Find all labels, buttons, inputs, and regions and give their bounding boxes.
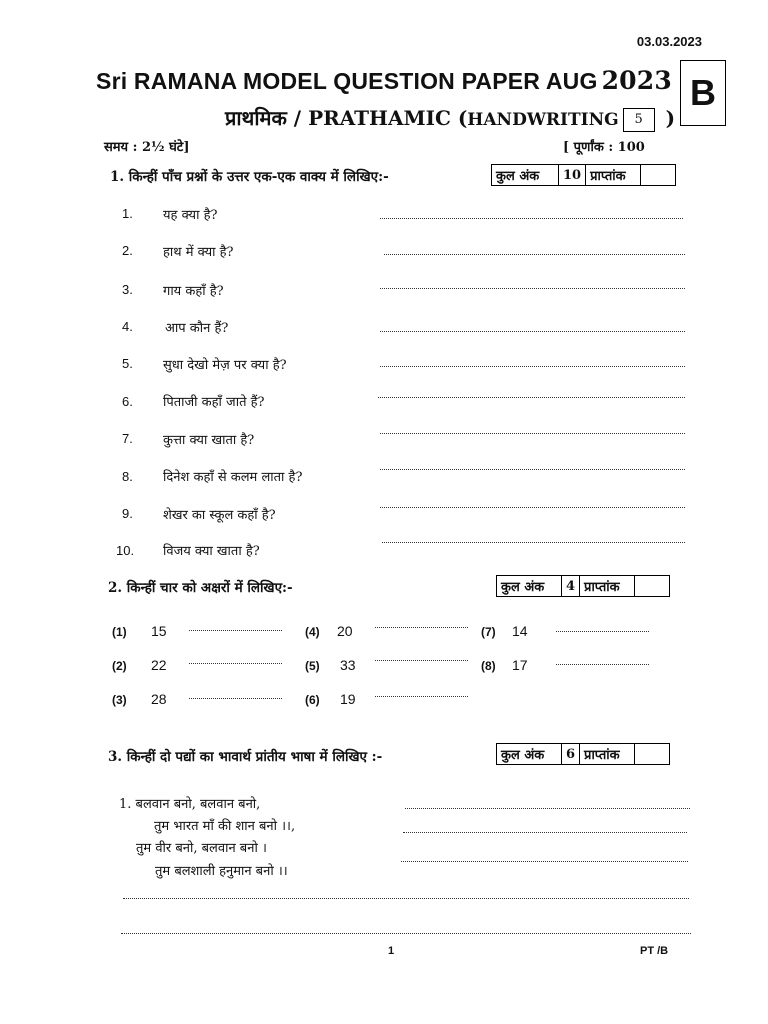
handwriting-label: HANDWRITING	[467, 110, 619, 130]
answer-line[interactable]	[382, 542, 685, 543]
answer-line[interactable]	[378, 397, 685, 398]
subtitle-close: )	[658, 106, 676, 130]
item-label: (3)	[112, 693, 127, 707]
answer-line[interactable]	[556, 664, 649, 665]
section1-marks-table	[491, 164, 676, 186]
question-text: शेखर का स्कूल कहाँ है?	[163, 508, 276, 523]
question-number: 2.	[122, 243, 133, 258]
answer-line[interactable]	[375, 660, 468, 661]
answer-line[interactable]	[384, 254, 685, 255]
handwriting-marks-box: 5	[623, 108, 655, 132]
page-number: 1	[388, 945, 395, 957]
answer-line[interactable]	[403, 832, 687, 833]
answer-line[interactable]	[405, 808, 690, 809]
date: 03.03.2023	[636, 34, 702, 49]
question-number: 6.	[122, 394, 133, 409]
question-text: गाय कहाँ है?	[163, 284, 224, 299]
item-label: (2)	[112, 659, 127, 673]
item-number: 17	[512, 657, 528, 673]
answer-line[interactable]	[375, 627, 468, 628]
obtained-marks-label: प्राप्तांक	[586, 165, 641, 186]
answer-line[interactable]	[189, 663, 282, 664]
title-year: 2023	[601, 66, 672, 95]
question-text: कुत्ता क्या खाता है?	[163, 433, 255, 448]
item-number: 19	[340, 691, 356, 707]
paper-subtitle	[225, 104, 675, 132]
item-label: (6)	[305, 693, 320, 707]
question-text: दिनेश कहाँ से कलम लाता है?	[163, 470, 303, 485]
answer-line[interactable]	[380, 433, 685, 434]
section1-heading: 1. किन्हीं पाँच प्रश्नों के उत्तर एक-एक वाक्य में लिखिए:-	[110, 169, 389, 185]
question-text: पिताजी कहाँ जाते हैं?	[163, 395, 265, 410]
total-marks-label: कुल अंक	[492, 165, 559, 186]
subtitle-hindi: प्राथमिक	[225, 106, 287, 130]
obtained-marks-cell[interactable]	[635, 744, 670, 765]
item-number: 14	[512, 623, 528, 639]
answer-line[interactable]	[556, 631, 649, 632]
item-label: (8)	[481, 659, 496, 673]
answer-line[interactable]	[380, 331, 685, 332]
question-number: 1.	[122, 206, 133, 221]
section3-total: 6	[562, 744, 580, 765]
poem-line: तुम बलशाली हनुमान बनो ।।	[155, 864, 288, 879]
answer-line[interactable]	[380, 469, 685, 470]
question-text: विजय क्या खाता है?	[163, 544, 260, 559]
item-label: (5)	[305, 659, 320, 673]
question-text: हाथ में क्या है?	[163, 245, 234, 260]
item-number: 33	[340, 657, 356, 673]
item-number: 28	[151, 691, 167, 707]
obtained-marks-cell[interactable]	[641, 165, 676, 186]
question-text: सुधा देखो मेज़ पर क्या है?	[163, 358, 287, 373]
answer-line[interactable]	[189, 698, 282, 699]
section2-heading: 2. किन्हीं चार को अक्षरों में लिखिए:-	[108, 580, 293, 596]
item-label: (4)	[305, 625, 320, 639]
section2-marks-table	[496, 575, 670, 597]
question-number: 4.	[122, 319, 133, 334]
paper-title	[0, 66, 768, 95]
item-label: (7)	[481, 625, 496, 639]
poem-line: 1. बलवान बनो, बलवान बनो,	[119, 797, 261, 812]
obtained-marks-cell[interactable]	[635, 576, 670, 597]
title-text: Sri RAMANA MODEL QUESTION PAPER AUG	[96, 68, 598, 94]
question-text: यह क्या है?	[163, 208, 218, 223]
answer-line[interactable]	[380, 288, 685, 289]
item-number: 15	[151, 623, 167, 639]
question-text: आप कौन हैं?	[165, 321, 229, 336]
section2-total: 4	[562, 576, 580, 597]
total-marks-label: कुल अंक	[497, 744, 562, 765]
total-marks-label: कुल अंक	[497, 576, 562, 597]
poem-line: तुम भारत माँ की शान बनो ।।,	[154, 819, 296, 834]
question-number: 3.	[122, 282, 133, 297]
obtained-marks-label: प्राप्तांक	[580, 576, 635, 597]
time-allowed: समय : 2½ घंटे]	[104, 140, 190, 155]
item-number: 20	[337, 623, 353, 639]
answer-line[interactable]	[380, 507, 685, 508]
question-number: 8.	[122, 469, 133, 484]
answer-line[interactable]	[380, 366, 685, 367]
obtained-marks-label: प्राप्तांक	[580, 744, 635, 765]
question-number: 10.	[116, 543, 135, 558]
answer-line[interactable]	[123, 898, 689, 899]
question-number: 7.	[122, 431, 133, 446]
answer-line[interactable]	[375, 696, 468, 697]
set-box: B	[680, 60, 726, 126]
section3-marks-table	[496, 743, 670, 765]
answer-line[interactable]	[121, 933, 691, 934]
item-label: (1)	[112, 625, 127, 639]
question-number: 9.	[122, 506, 133, 521]
poem-line: तुम वीर बनो, बलवान बनो ।	[136, 841, 267, 856]
answer-line[interactable]	[401, 861, 688, 862]
question-number: 5.	[122, 356, 133, 371]
section1-total: 10	[559, 165, 586, 186]
subtitle-sep: / PRATHAMIC (	[286, 106, 468, 130]
answer-line[interactable]	[189, 630, 282, 631]
full-marks: [ पूर्णांक : 100	[563, 140, 645, 155]
section3-heading: 3. किन्हीं दो पद्यों का भावार्थ प्रांतीय भाषा में लिखिए :-	[108, 749, 383, 765]
paper-code: PT /B	[640, 945, 669, 957]
answer-line[interactable]	[380, 218, 683, 219]
item-number: 22	[151, 657, 167, 673]
